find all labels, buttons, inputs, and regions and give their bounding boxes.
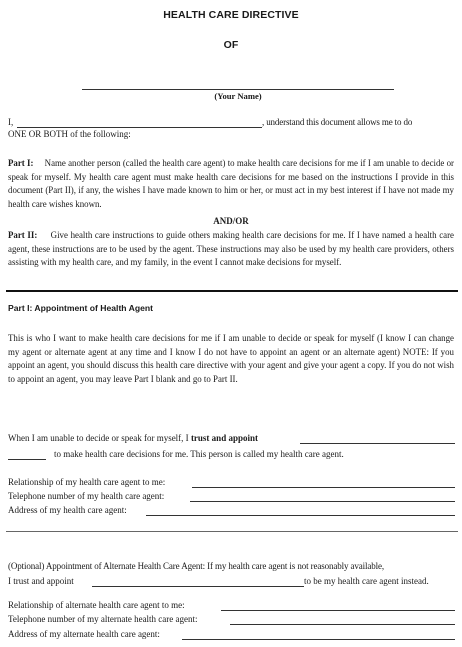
appoint-line2: to make health care decisions for me. This person is called my health care agent.	[54, 449, 344, 459]
agent-relationship-field[interactable]	[192, 487, 455, 488]
alternate-address-label: Address of my alternate health care agent:	[8, 629, 160, 639]
agent-address-label: Address of my health care agent:	[8, 505, 127, 515]
document-title: HEALTH CARE DIRECTIVE	[163, 9, 299, 21]
your-name-label: (Your Name)	[214, 91, 262, 101]
alternate-address-field[interactable]	[182, 639, 455, 640]
agent-relationship-label: Relationship of my health care agent to me:	[8, 477, 166, 487]
agent-telephone-field[interactable]	[190, 501, 455, 502]
part1-text: Name another person (called the health care agent) to make health care decisions for me if I am unable to decide or speak for myself. My health care agent must make health care decisions for me based on the instructions I provide in this document (Part II), if any, the wishes I have made known to him or her, or must act in my best interest if I have not made my health care wishes known.	[8, 158, 455, 209]
part1-summary	[8, 157, 454, 211]
appoint-line1	[8, 432, 258, 445]
part2-summary	[8, 229, 454, 270]
alternate-telephone-field[interactable]	[230, 624, 455, 625]
document-title-of: OF	[223, 39, 239, 51]
intro-prefix: I,	[8, 117, 14, 127]
intro-line2: ONE OR BOTH of the following:	[8, 129, 131, 139]
part2-text: Give health care instructions to guide others making health care decisions for me. If I have named a health care agent, these instructions are to be used by the agent. These instructions may also be used by my health care providers, others assisting with my health care, and my family, in the event I cannot make decisions for myself.	[8, 230, 454, 268]
agent-name-field-cont[interactable]	[8, 459, 46, 460]
section-divider	[6, 290, 458, 292]
section-paragraph: This is who I want to make health care decisions for me if I am unable to decide or speak for myself (I know I can change my agent or alternate agent at any time and I know I do not have to appoint an agent or an alternate agent) NOTE: If you appoint an agent, you should discuss this health care directive with your agent and give your agent a copy. If you do not wish to appoint an agent, you may leave Part I blank and go to Part II.	[8, 333, 454, 384]
intro-suffix: , understand this document allows me to do	[262, 117, 413, 127]
part2-label: Part II:	[8, 230, 38, 240]
alternate-line1: (Optional) Appointment of Alternate Health Care Agent: If my health care agent is not reasonably available,	[8, 561, 385, 571]
address-continuation-line[interactable]	[6, 531, 458, 532]
alternate-relationship-label: Relationship of alternate health care agent to me:	[8, 600, 185, 610]
alternate-telephone-label: Telephone number of my alternate health care agent:	[8, 614, 198, 624]
alternate-name-field[interactable]	[92, 586, 304, 587]
alternate-line2-prefix: I trust and appoint	[8, 576, 74, 586]
agent-telephone-label: Telephone number of my health care agent:	[8, 491, 165, 501]
your-name-field[interactable]	[82, 89, 394, 90]
agent-name-field[interactable]	[300, 443, 455, 444]
appoint-bold: trust and appoint	[190, 433, 258, 443]
appoint-prefix: When I am unable to decide or speak for myself, I	[8, 433, 191, 443]
alternate-line2-suffix: to be my health care agent instead.	[304, 576, 429, 586]
and-or-label: AND/OR	[213, 216, 249, 226]
agent-address-field[interactable]	[146, 515, 455, 516]
section-heading: Part I: Appointment of Health Agent	[8, 303, 153, 313]
part1-label: Part I:	[8, 158, 34, 168]
alternate-relationship-field[interactable]	[221, 610, 455, 611]
